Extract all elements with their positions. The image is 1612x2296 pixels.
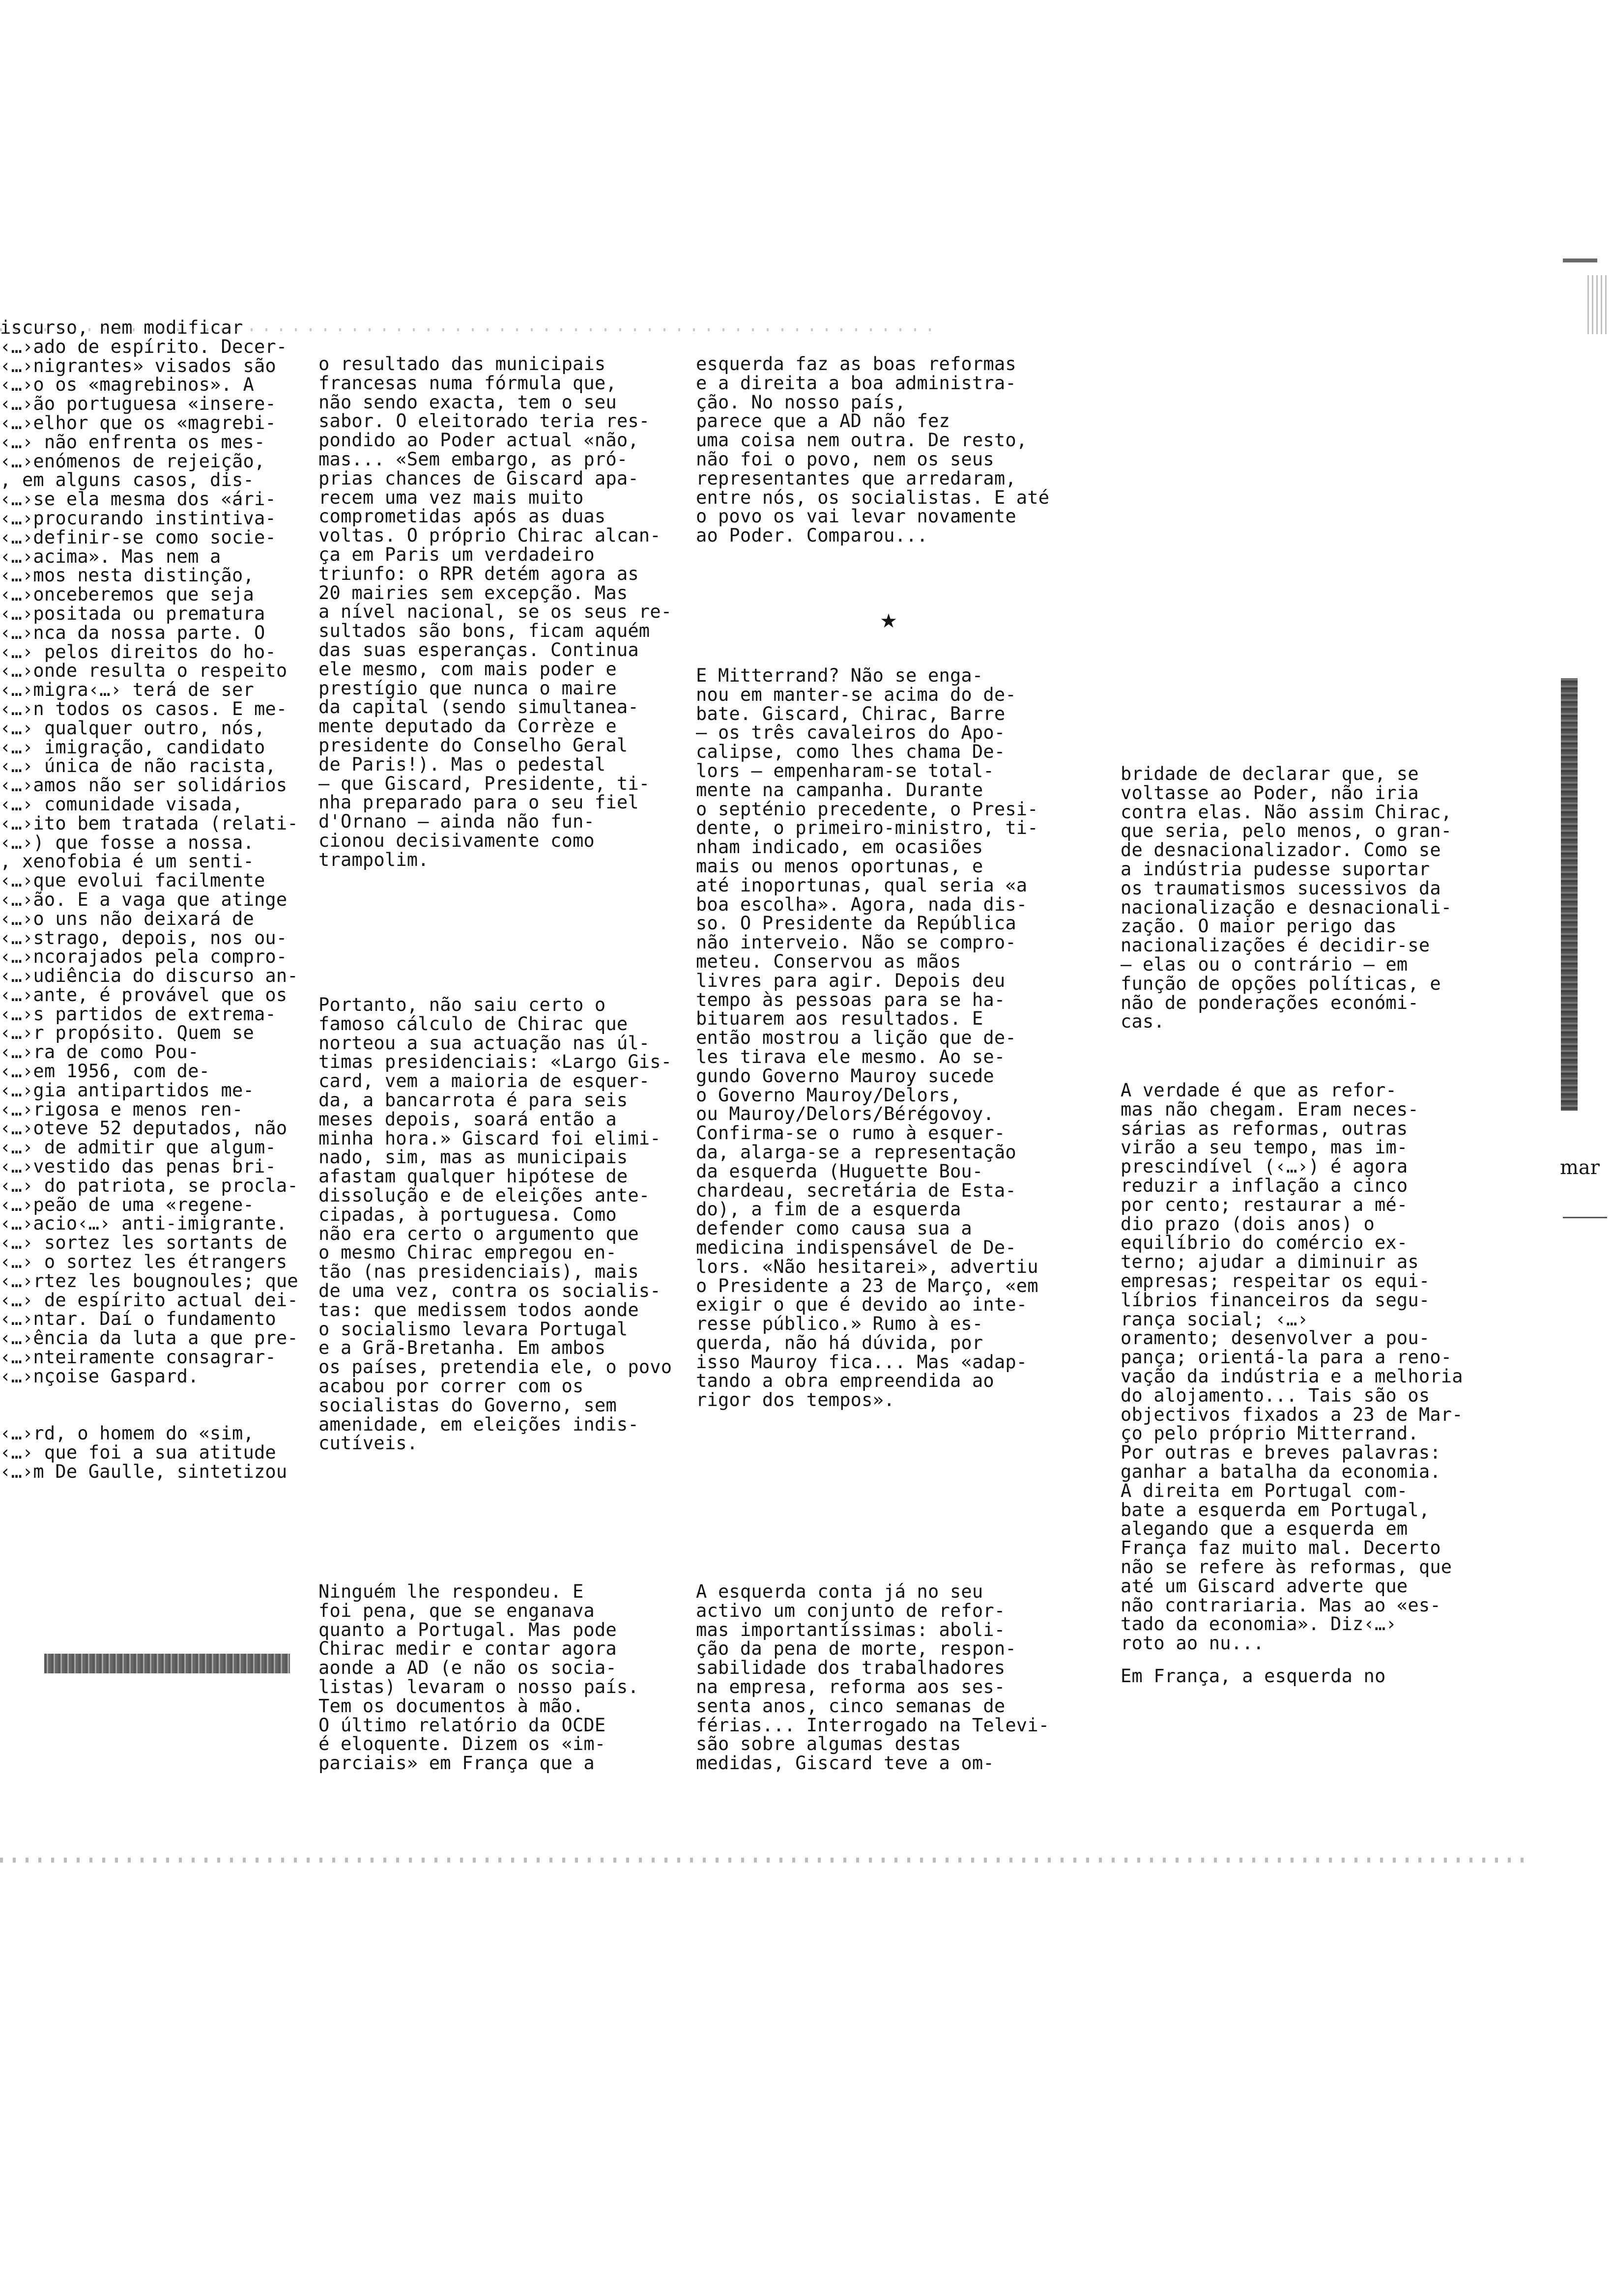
scan-artifact-bottom-line <box>0 1858 1524 1863</box>
column-3-paragraph-3: A esquerda conta já no seu activo um conjunto de refor- mas importantíssimas: aboli- ção da pena de morte, respon- sabilidade dos trabalhadores na empresa, reforma aos ses- senta anos, cinco semanas de férias... Interrogado na Televi- são sobre algumas destas medidas, Giscard teve a om- <box>696 1581 1050 1774</box>
column-4-paragraph-2: A verdade é que as refor- mas não chegam. Eram neces- sárias as reformas, outras virão a seu tempo, mas im- prescindível (‹…›) é agora reduzir a inflação a cinco por cento; restaurar a mé- dio prazo (dois anos) o equilíbrio do comércio ex- terno; ajudar a diminuir as empresas; respeitar os equi- líbrios financeiros da segu- rança social; ‹…› oramento; desenvolver a pou- pança; orientá-la para a reno- vação da indústria e a melhoria do alojamento... Tais são os objectivos fixados a 23 de Mar- ço pelo próprio Mitterrand. Por outras e breves palavras: ganhar a batalha da economia. A direita em Portugal com- bate a esquerda em Portugal, alegando que a esquerda em França faz muito mal. Decerto não se refere às reformas, que até um Giscard adverte que não contrariaria. Mas ao «es- tado da economia». Diz‹…› roto ao nu... <box>1121 1080 1463 1654</box>
column-2-paragraph-2: Portanto, não saiu certo o famoso cálculo de Chirac que norteou a sua actuação nas úl- timas presidenciais: «Largo Gis- card, vem a maioria de esquer- da, a bancarrota é para seis meses depois, soará então a minha hora.» Giscard foi elimi- nado, sim, mas as municipais afastam qualquer hipótese de dissolução e de eleições ante- cipadas, à portuguesa. Como não era certo o argumento que o mesmo Chirac empregou en- tão (nas presidenciais), mais de uma vez, contra os socialis- tas: que medissem todos aonde o socialismo levara Portugal e a Grã-Bretanha. Em ambos os países, pretendia ele, o povo acabou por correr com os socialistas do Governo, sem amenidade, em eleições indis- cutíveis. <box>318 994 672 1454</box>
scan-artifact-top-right <box>1563 258 1597 262</box>
column-1-text: iscurso, nem modificar ‹…›ado de espírito. Decer- ‹…›nigrantes» visados são ‹…›o os «magrebinos». A ‹…›ão portuguesa «insere- ‹…›elhor que os «magrebi- ‹…› não enfrenta os mes- ‹…›enómenos de rejeição, , em alguns casos, dis- ‹…›se ela mesma dos «ári- ‹…›procurando instintiva- ‹…›definir-se como socie- ‹…›acima». Mas nem a ‹…›mos nesta distinção, ‹…›onceberemos que seja ‹…›positada ou prematura ‹…›nca da nossa parte. O ‹…› pelos direitos do ho- ‹…›onde resulta o respeito ‹…›migra‹…› terá de ser ‹…›n todos os casos. E me- ‹…› qualquer outro, nós, ‹…› imigração, candidato ‹…› única de não racista, ‹…›amos não ser solidários ‹…› comunidade visada, ‹…›ito bem tratada (relati- ‹…›) que fosse a nossa. , xenofobia é um senti- ‹…›que evolui facilmente ‹…›ão. E a vaga que atinge ‹…›o uns não deixará de ‹…›strago, depois, nos ou- ‹…›ncorajados pela compro- ‹…›udiência do discurso an- ‹…›ante, é provável que os ‹…›s partidos de extrema- ‹…›r propósito. Quem se ‹…›ra de como Pou- ‹…›em 1956, com de- ‹…›gia antipartidos me- ‹…›rigosa e menos ren- ‹…›oteve 52 deputados, não ‹…› de admitir que algum- ‹…›vestido das penas bri- ‹…› do patriota, se procla- ‹…›peão de uma «regene- ‹…›acio‹…› anti-imigrante. ‹…› sortez les sortants de ‹…› o sortez les étrangers ‹…›rtez les bougnoules; que ‹…› de espírito actual dei- ‹…›ntar. Daí o fundamento ‹…›ência da luta a que pre- ‹…›nteiramente consagrar- ‹…›nçoise Gaspard. ‹…›rd, o homem do «sim, ‹…› que foi a sua atitude ‹…›m De Gaulle, sintetizou <box>0 317 298 1482</box>
column-3-paragraph-1: esquerda faz as boas reformas e a direita a boa administra- ção. No nosso país, parece que a AD não fez uma coisa nem outra. De resto, não foi o povo, nem os seus representantes que arredaram, entre nós, os socialistas. E até o povo os vai levar novamente ao Poder. Comparou... <box>696 353 1050 546</box>
scan-dark-strip <box>1561 678 1578 1111</box>
column-4-paragraph-3: Em França, a esquerda no <box>1121 1665 1386 1687</box>
scan-artifact-smudge <box>44 1654 290 1673</box>
scan-artifact-right-speckle <box>1587 275 1607 334</box>
section-separator-star: ★ <box>880 610 897 632</box>
right-margin-rule <box>1563 1217 1607 1218</box>
column-2-paragraph-1: o resultado das municipais francesas numa fórmula que, não sendo exacta, tem o seu sabor. O eleitorado teria res- pondido ao Poder actual «não, mas... «Sem embargo, as pró- prias chances de Giscard apa- recem uma vez mais muito comprometidas após as duas voltas. O próprio Chirac alcan- ça em Paris um verdadeiro triunfo: o RPR detém agora as 20 mairies sem excepção. Mas a nível nacional, se os seus re- sultados são bons, ficam aquém das suas esperanças. Continua ele mesmo, com mais poder e prestígio que nunca o maire da capital (sendo simultanea- mente deputado da Corrèze e presidente do Conselho Geral de Paris!). Mas o pedestal — que Giscard, Presidente, ti- nha preparado para o seu fiel d'Ornano — ainda não fun- cionou decisivamente como trampolim. <box>318 353 672 870</box>
column-4-paragraph-1: bridade de declarar que, se voltasse ao Poder, não iria contra elas. Não assim Chirac, que seria, pelo menos, o gran- de desnacionalizador. Como se a indústria pudesse suportar os traumatismos sucessivos da nacionalização e desnacionali- zação. O maior perigo das nacionalizações é decidir-se — elas ou o contrário — em função de opções políticas, e não de ponderações económi- cas. <box>1121 763 1452 1033</box>
right-margin-word: mar <box>1560 1156 1600 1179</box>
column-2-paragraph-3: Ninguém lhe respondeu. E foi pena, que se enganava quanto a Portugal. Mas pode Chirac medir e contar agora aonde a AD (e não os socia- listas) levaram o nosso país. Tem os documentos à mão. O último relatório da OCDE é eloquente. Dizem os «im- parciais» em França que a <box>318 1581 639 1774</box>
scan-artifact-top-line <box>0 328 934 331</box>
column-3-paragraph-2: E Mitterrand? Não se enga- nou em manter-se acima do de- bate. Giscard, Chirac, Barre — os três cavaleiros do Apo- calipse, como lhes chama De- lors — empenharam-se total- mente na campanha. Durante o septénio precedente, o Presi- dente, o primeiro-ministro, ti- nham indicado, em ocasiões mais ou menos oportunas, e até inoportunas, qual seria «a boa escolha». Agora, nada dis- so. O Presidente da República não interveio. Não se compro- meteu. Conservou as mãos livres para agir. Depois deu tempo às pessoas para se ha- bituarem aos resultados. E então mostrou a lição que de- les tirava ele mesmo. Ao se- gundo Governo Mauroy sucede o Governo Mauroy/Delors, ou Mauroy/Delors/Bérégovoy. Confirma-se o rumo à esquer- da, alarga-se a representação da esquerda (Huguette Bou- chardeau, secretária de Esta- do), a fim de a esquerda defender como causa sua a medicina indispensável de De- lors. «Não hesitarei», advertiu o Presidente a 23 de Março, «em exigir o que é devido ao inte- resse público.» Rumo à es- querda, não há dúvida, por isso Mauroy fica... Mas «adap- tando a obra empreendida ao rigor dos tempos». <box>696 665 1038 1411</box>
